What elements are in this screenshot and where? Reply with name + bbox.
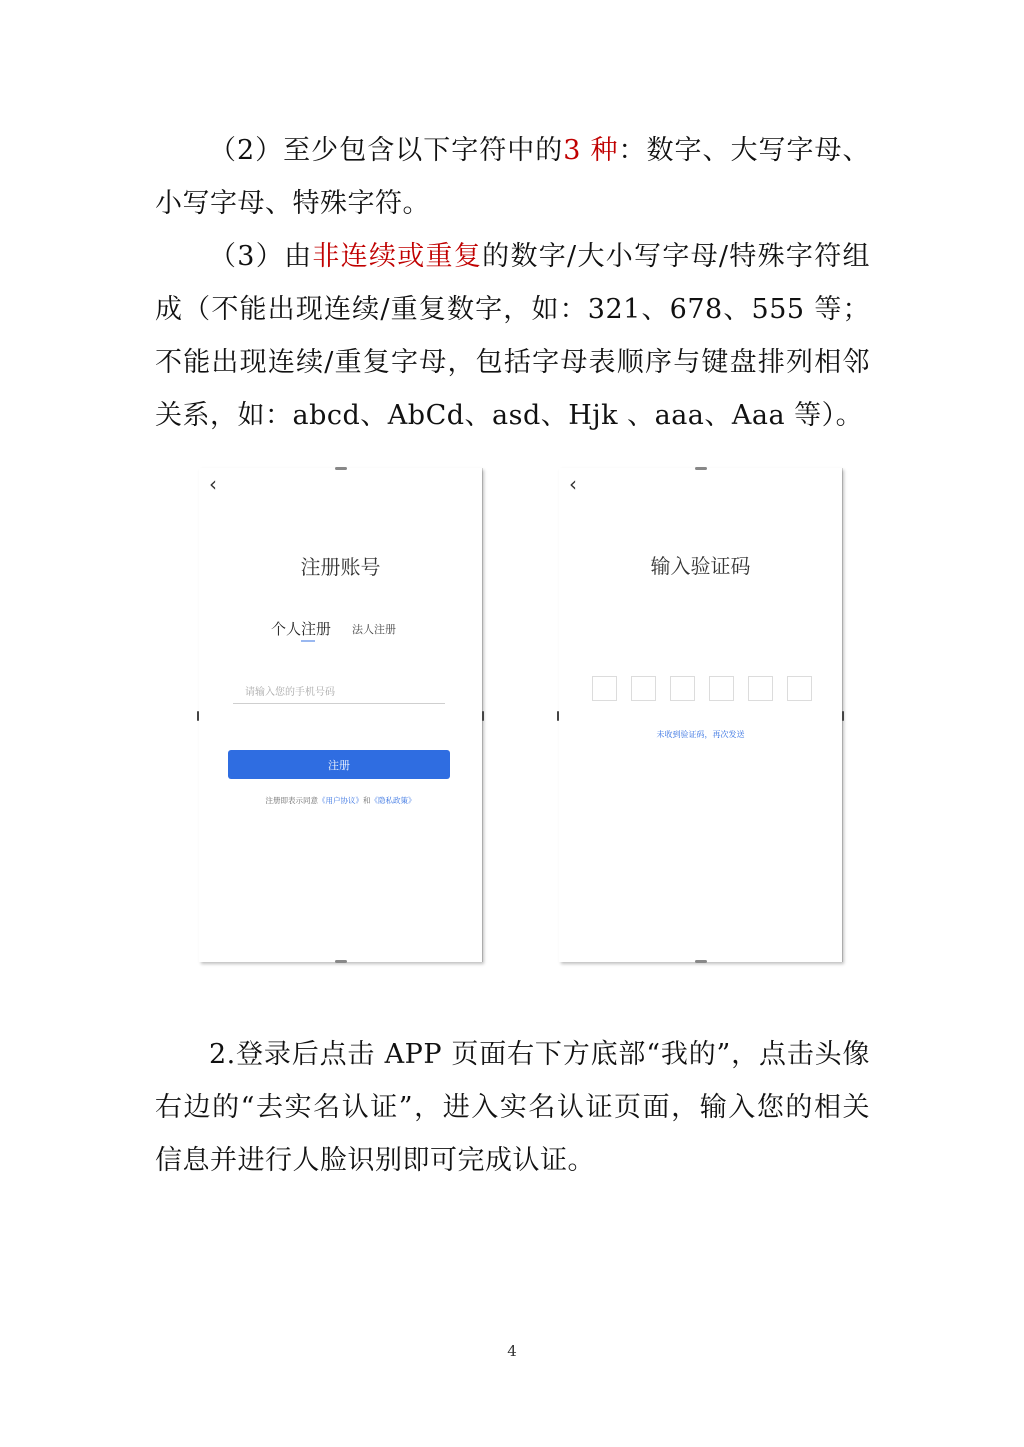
page-number: 4 [507,1342,517,1360]
highlight-text: 3 种 [563,135,619,166]
active-tab-indicator [301,640,315,642]
side-marker [482,711,484,721]
code-digit-box[interactable] [592,676,617,701]
privacy-policy-link[interactable]: 《隐私政策》 [370,796,416,805]
top-notch [335,467,347,470]
paragraph-real-name-verification: 2.登录后点击 APP 页面右下方底部“我的”，点击头像右边的“去实名认证”，进入实名认证页面，输入您的相关信息并进行人脸识别即可完成认证。 [155,1039,870,1176]
register-title: 注册账号 [300,555,381,579]
resend-code-link[interactable]: 未收到验证码，再次发送 [656,730,745,739]
verify-title: 输入验证码 [650,554,751,578]
paragraph-text: ：数字、大写字母、小写字母、特殊字符。 [155,135,871,219]
register-button[interactable]: 注册 [228,750,450,779]
code-digit-box[interactable] [670,676,695,701]
agreement-and: 和 [363,796,371,805]
register-screen-mockup [199,468,482,962]
side-marker [197,711,199,721]
paragraph-text: （2）至少包含以下字符中的 [209,135,564,166]
user-agreement-link[interactable]: 《用户协议》 [318,796,363,805]
back-chevron-icon[interactable]: ‹ [569,472,577,496]
paragraph-text: （3）由 [209,241,313,272]
tab-legal-register[interactable]: 法人注册 [352,623,396,636]
paragraph-non-sequential-rule [155,230,870,442]
paragraph-text: 的数字/大小写字母/特殊字符组成（不能出现连续/重复数字，如：321、678、555 等；不能出现连续/重复字母，包括字母表顺序与键盘排列相邻关系，如：abcd、AbCd、asd、Hjk 、aaa、Aaa 等）。 [155,241,870,431]
bottom-notch [695,960,707,963]
code-digit-box[interactable] [787,676,812,701]
highlight-text: 非连续或重复 [312,241,483,272]
side-marker [842,711,844,721]
bottom-notch [335,960,347,963]
verify-code-screen-mockup [559,468,842,962]
tab-personal-register[interactable]: 个人注册 [271,620,332,638]
paragraph-character-types [155,124,870,230]
top-notch [695,467,707,470]
code-digit-box[interactable] [709,676,734,701]
agreement-notice [199,795,482,806]
phone-number-input[interactable] [233,682,445,704]
back-chevron-icon[interactable]: ‹ [209,472,217,496]
agreement-prefix: 注册即表示同意 [265,796,318,805]
side-marker [557,711,559,721]
code-digit-box[interactable] [631,676,656,701]
code-input-boxes[interactable] [592,676,812,702]
code-digit-box[interactable] [748,676,773,701]
